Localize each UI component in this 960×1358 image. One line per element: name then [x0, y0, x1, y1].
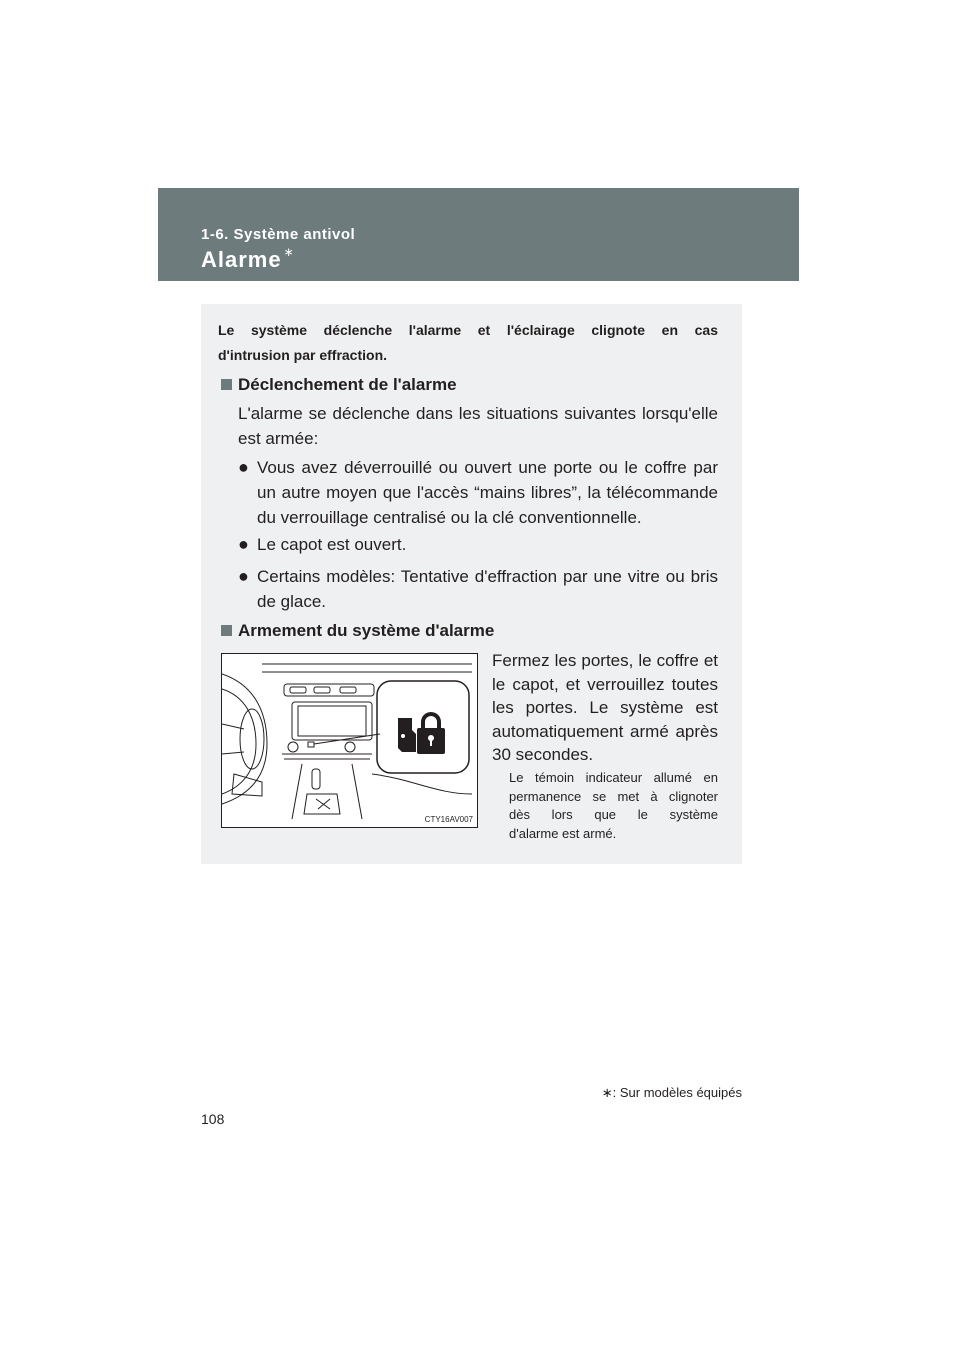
armement-line: les portes. Le système est	[492, 698, 718, 717]
square-bullet-icon	[221, 625, 232, 636]
indicator-note	[509, 769, 718, 843]
title-asterisk: ∗	[283, 245, 295, 259]
page-title	[201, 247, 295, 273]
intro-line-1: Le système déclenche l'alarme et l'éclairage clignote en cas	[218, 322, 718, 338]
armement-line: le capot, et verrouillez toutes	[492, 674, 718, 694]
note-line: Le témoin indicateur allumé en	[509, 770, 718, 785]
heading-armement	[221, 621, 494, 641]
declenchement-text: L'alarme se déclenche dans les situations suivantes lorsqu'elle est armée:	[238, 404, 718, 448]
heading-declenchement	[221, 375, 457, 395]
security-indicator-icon	[398, 712, 445, 754]
armement-line: Fermez les portes, le coffre et	[492, 651, 718, 670]
bullet-text: Le capot est ouvert.	[257, 535, 407, 554]
armement-line: 30 secondes.	[492, 745, 594, 764]
figure-code: CTY16AV007	[424, 815, 473, 824]
footnote: ∗: Sur modèles équipés	[601, 1085, 742, 1100]
note-line: permanence se met à clignoter	[509, 788, 718, 804]
bullet-item	[238, 532, 718, 557]
square-bullet-icon	[221, 379, 232, 390]
intro-text	[218, 318, 718, 368]
bullet-text: Vous avez déverrouillé ou ouvert une porte ou le coffre par un autre moyen que l'accès “mains libres”, la télécommande du verrouillage centralisé ou la clé conventionnelle.	[257, 458, 718, 527]
note-line: dès lors que le système	[509, 807, 718, 822]
heading-declenchement-text: Déclenchement de l'alarme	[238, 375, 457, 394]
bullet-dot-icon: ●	[238, 457, 249, 477]
armement-line: automatiquement armé après	[492, 721, 718, 741]
intro-line-2: d'intrusion par effraction.	[218, 347, 388, 363]
heading-armement-text: Armement du système d'alarme	[238, 621, 495, 640]
dashboard-figure	[221, 653, 478, 828]
dashboard-illustration	[222, 654, 477, 827]
bullet-item	[238, 564, 718, 614]
page-title-text: Alarme	[201, 247, 282, 272]
bullet-dot-icon: ●	[238, 566, 249, 586]
bullet-dot-icon: ●	[238, 534, 249, 554]
page-number: 108	[201, 1111, 225, 1127]
section-label: 1-6. Système antivol	[201, 226, 356, 243]
bullet-text: Certains modèles: Tentative d'effraction par une vitre ou bris de glace.	[257, 567, 718, 611]
note-line: d'alarme est armé.	[509, 825, 617, 841]
armement-text	[492, 649, 718, 767]
bullet-item	[238, 455, 718, 530]
